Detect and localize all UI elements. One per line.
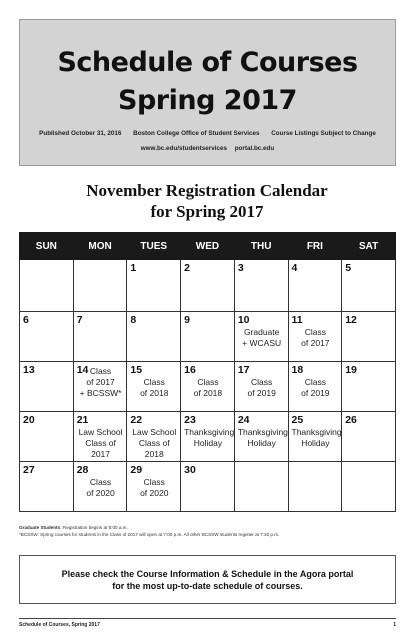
calendar-day-cell: [288, 260, 342, 312]
calendar-day-cell: [20, 362, 74, 412]
day-note: Law School Class of 2017: [78, 427, 123, 459]
calendar-day-cell: [20, 412, 74, 462]
weekday-thu: THU: [234, 233, 288, 260]
calendar-day-cell: [234, 462, 288, 512]
day-number: 4: [291, 262, 298, 274]
day-number: 1: [130, 262, 137, 274]
day-number: 11: [291, 314, 303, 326]
calendar-day-cell: [20, 312, 74, 362]
calendar-day-cell: [181, 412, 235, 462]
header-box: [19, 19, 396, 166]
day-number: 24: [237, 414, 250, 426]
footnote-graduate: [19, 524, 396, 531]
day-note: Class of 2018: [140, 377, 169, 398]
weekday-sat: SAT: [342, 233, 396, 260]
calendar-title: [0, 180, 414, 222]
calendar-day-cell: [234, 260, 288, 312]
calendar-day-cell: [181, 312, 235, 362]
day-note: Class of 2020: [140, 477, 169, 498]
footer-divider: [19, 618, 396, 619]
calendar-day-cell: [288, 362, 342, 412]
day-note: Thanksgiving Holiday: [291, 427, 342, 448]
day-number: 5: [345, 262, 352, 274]
calendar-day-cell: [20, 462, 74, 512]
calendar-day-cell: [181, 362, 235, 412]
footnote-graduate-label: Graduate Students:: [19, 525, 62, 530]
calendar-week-row: [20, 312, 396, 362]
calendar-day-cell: [20, 260, 74, 312]
calendar-day-cell: [342, 412, 396, 462]
day-number: 27: [23, 464, 35, 476]
student-services-link[interactable]: www.bc.edu/studentservices: [140, 145, 227, 152]
calendar-day-cell: [127, 412, 181, 462]
weekday-fri: FRI: [288, 233, 342, 260]
day-note: Class of 2018: [193, 377, 223, 398]
url-line: [20, 145, 395, 152]
day-note: Thanksgiving Holiday: [237, 427, 288, 448]
notice-line-2: for the most up-to-date schedule of courses.: [112, 581, 303, 591]
weekday-tues: TUES: [127, 233, 181, 260]
weekday-sun: SUN: [20, 233, 74, 260]
calendar-week-row: [20, 412, 396, 462]
day-number: 28: [76, 464, 89, 476]
calendar-day-cell: [234, 412, 288, 462]
publication-line: [20, 130, 395, 137]
calendar-day-cell: [73, 412, 127, 462]
calendar-day-cell: [342, 462, 396, 512]
agora-notice: [19, 555, 396, 604]
day-number: 17: [237, 364, 250, 376]
day-number: 26: [345, 414, 357, 426]
day-number: 14: [76, 364, 89, 376]
day-note: Graduate + WCASU: [242, 327, 282, 348]
day-number: 3: [237, 262, 244, 274]
day-number: 18: [291, 364, 304, 376]
calendar-day-cell: [73, 260, 127, 312]
calendar-day-cell: [127, 362, 181, 412]
day-number: 20: [23, 414, 35, 426]
calendar-day-cell: [234, 362, 288, 412]
title-line-2: Spring 2017: [118, 85, 297, 116]
day-number: 21: [76, 414, 89, 426]
page-title: [20, 44, 395, 120]
day-number: 12: [345, 314, 357, 326]
footnote-bcssw: *BCSSW: Spring courses for students in the Class of 2017 will open at 7:00 p.m. All other BCSSW students register at 7:30 p.m.: [19, 532, 280, 537]
day-number: 23: [184, 414, 196, 426]
portal-link[interactable]: portal.bc.edu: [234, 145, 275, 152]
calendar-week-row: [20, 260, 396, 312]
day-number: 15: [130, 364, 143, 376]
day-number: 16: [184, 364, 196, 376]
day-number: 19: [345, 364, 357, 376]
footer-title: Schedule of Courses, Spring 2017: [19, 622, 100, 628]
day-number: 30: [184, 464, 196, 476]
day-number: 2: [184, 262, 190, 274]
calendar-day-cell: [73, 312, 127, 362]
day-number: 13: [23, 364, 35, 376]
day-note: Law School Class of 2018: [132, 427, 177, 459]
day-note: Class of 2017: [301, 327, 330, 348]
day-number: 8: [130, 314, 137, 326]
calendar-week-row: [20, 362, 396, 412]
calendar-day-cell: [181, 462, 235, 512]
day-note: Class of 2019: [301, 377, 330, 398]
weekday-mon: MON: [73, 233, 127, 260]
registration-calendar: [19, 232, 396, 512]
calendar-day-cell: [342, 362, 396, 412]
calendar-day-cell: [127, 462, 181, 512]
day-number: 22: [130, 414, 143, 426]
calendar-day-cell: [288, 312, 342, 362]
day-number: 10: [237, 314, 250, 326]
disclaimer: Course Listings Subject to Change: [271, 130, 376, 137]
day-number: 6: [23, 314, 29, 326]
weekday-wed: WED: [181, 233, 235, 260]
calendar-day-cell: [288, 412, 342, 462]
published-date: Published October 31, 2016: [39, 130, 122, 137]
day-note: Class of 2020: [86, 477, 115, 498]
calendar-day-cell: [127, 260, 181, 312]
calendar-day-cell: [342, 260, 396, 312]
calendar-day-cell: [73, 362, 127, 412]
day-number: 9: [184, 314, 190, 326]
day-number: 7: [76, 314, 83, 326]
page-number: 1: [393, 622, 396, 628]
footnotes: [19, 524, 396, 538]
day-note: Class of 2019: [247, 377, 276, 398]
day-number: 25: [291, 414, 304, 426]
calendar-week-row: [20, 462, 396, 512]
calendar-day-cell: [181, 260, 235, 312]
office-name: Boston College Office of Student Services: [133, 130, 260, 137]
weekday-header-row: [20, 233, 396, 260]
calendar-title-line-1: November Registration Calendar: [86, 181, 328, 200]
day-note: Thanksgiving Holiday: [184, 427, 235, 448]
footnote-graduate-text: Registration begins at 8:00 a.m.: [62, 525, 128, 530]
calendar-title-line-2: for Spring 2017: [150, 202, 264, 221]
notice-line-1: Please check the Course Information & Schedule in the Agora portal: [61, 569, 354, 579]
calendar-day-cell: [342, 312, 396, 362]
day-note: Class of 2017 + BCSSW*: [79, 366, 122, 398]
calendar-day-cell: [234, 312, 288, 362]
calendar-day-cell: [288, 462, 342, 512]
day-number: 29: [130, 464, 143, 476]
title-line-1: Schedule of Courses: [57, 47, 358, 78]
calendar-day-cell: [73, 462, 127, 512]
calendar-day-cell: [127, 312, 181, 362]
